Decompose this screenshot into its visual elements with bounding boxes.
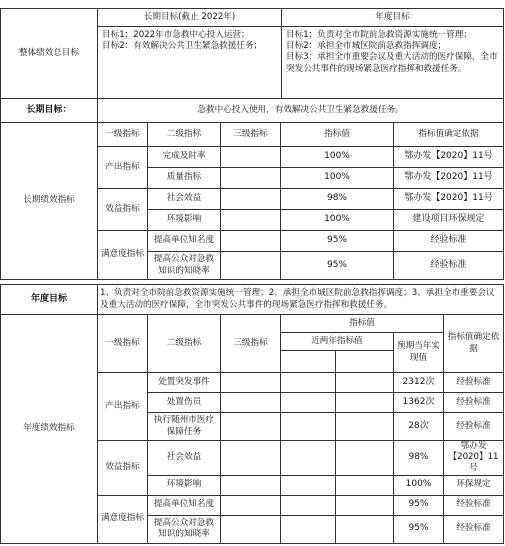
basis-cell: 经验标准 <box>444 495 504 515</box>
level2-cell: 处置突发事件 <box>148 373 221 393</box>
value-cell: 95% <box>281 252 394 280</box>
basis-cell: 鄂办发【2020】11号 <box>394 147 504 168</box>
level1-cell: 效益指标 <box>98 189 148 231</box>
annual-goal-item: 目标1：负责对全市院前急救资源实施统一管理； <box>286 30 472 40</box>
header-recent-two-years: 近两年指标值 <box>281 333 394 351</box>
level1-cell: 满意度指标 <box>98 231 148 280</box>
level2-cell: 完成及时率 <box>148 147 221 168</box>
expected-cell: 95% <box>394 515 444 543</box>
recent-year-cell <box>336 373 394 393</box>
annual-goal-header: 年度目标 <box>282 9 504 27</box>
blank-cell <box>336 351 394 373</box>
value-cell: 100% <box>281 210 394 231</box>
recent-year-cell <box>281 393 336 413</box>
value-cell: 100% <box>281 147 394 168</box>
level3-cell <box>221 475 281 495</box>
expected-cell: 2312次 <box>394 373 444 393</box>
level2-cell: 提高公众对急救知识的知晓率 <box>148 515 221 543</box>
level3-cell <box>221 393 281 413</box>
recent-year-cell <box>281 475 336 495</box>
level2-cell: 执行随州市医疗保障任务 <box>148 413 221 441</box>
basis-cell: 鄂办发【2020】11号 <box>444 441 504 476</box>
recent-year-cell <box>336 441 394 476</box>
value-cell: 100% <box>281 168 394 189</box>
level2-cell: 提高单位知名度 <box>148 495 221 515</box>
level1-cell: 效益指标 <box>98 441 148 496</box>
annual-goal-item: 目标2：承担全市城区院前急救指挥调度； <box>286 41 447 52</box>
basis-cell: 经验标准 <box>394 252 504 280</box>
recent-year-cell <box>336 475 394 495</box>
level1-cell: 满意度指标 <box>98 495 148 543</box>
header-l1: 一级指标 <box>98 315 148 373</box>
long-term-goal-list <box>98 27 282 99</box>
expected-cell: 95% <box>394 495 444 515</box>
basis-cell: 鄂办发【2020】11号 <box>394 189 504 210</box>
expected-cell: 98% <box>394 441 444 476</box>
header-value-group: 指标值 <box>281 315 444 333</box>
value-cell: 95% <box>281 231 394 252</box>
level3-cell <box>221 147 281 168</box>
long-term-indicators-label: 长期绩效指标 <box>1 123 98 280</box>
level2-cell: 提高单位知名度 <box>148 231 221 252</box>
expected-cell: 100% <box>394 475 444 495</box>
expected-cell: 1362次 <box>394 393 444 413</box>
basis-cell: 经验标准 <box>394 231 504 252</box>
header-l2: 二级指标 <box>148 315 221 373</box>
annual-indicators-table <box>0 284 504 544</box>
basis-cell: 环保规定 <box>444 475 504 495</box>
recent-year-cell <box>336 495 394 515</box>
recent-year-cell <box>281 373 336 393</box>
level2-cell: 处置伤员 <box>148 393 221 413</box>
level3-cell <box>221 168 281 189</box>
annual-goal-label: 年度目标 <box>1 285 98 315</box>
long-term-goal-item: 目标1：2022年市急救中心投入运营； <box>102 30 250 40</box>
level2-cell: 社会效益 <box>148 441 221 476</box>
annual-goal-text: 1、负责对全市院前急救资源实施统一管理；2、承担全市城区院前急救指挥调度；3、承担全市重要会议及重大活动的医疗保障，全市突发公共事件的现场紧急医疗指挥和救援任务。 <box>98 285 504 315</box>
level3-cell <box>221 413 281 441</box>
recent-year-cell <box>336 515 394 543</box>
long-term-goal-header: 长期目标(截止 2022年) <box>98 9 282 27</box>
header-basis: 指标值确定依据 <box>444 315 504 373</box>
header-l2: 二级指标 <box>148 123 221 147</box>
level3-cell <box>221 210 281 231</box>
overall-goals-table <box>0 8 504 99</box>
long-term-goal-text: 急救中心投入使用，有效解决公共卫生紧急救援任务。 <box>98 99 504 123</box>
basis-cell: 建设项目环保规定 <box>394 210 504 231</box>
level2-cell: 质量指标 <box>148 168 221 189</box>
recent-year-cell <box>281 495 336 515</box>
level2-cell: 环境影响 <box>148 210 221 231</box>
header-value: 指标值 <box>281 123 394 147</box>
level2-cell: 提高公众对急救知识的知晓率 <box>148 252 221 280</box>
level3-cell <box>221 515 281 543</box>
basis-cell: 经验标准 <box>444 515 504 543</box>
value-cell: 98% <box>281 189 394 210</box>
header-l3: 三级指标 <box>221 315 281 373</box>
basis-cell: 鄂办发【2020】11号 <box>394 168 504 189</box>
level3-cell <box>221 231 281 252</box>
level2-cell: 环境影响 <box>148 475 221 495</box>
long-term-goal-item: 目标2：有效解决公共卫生紧急救援任务； <box>102 41 263 52</box>
recent-year-cell <box>336 393 394 413</box>
annual-goal-list <box>282 27 504 99</box>
level1-cell: 产出指标 <box>98 373 148 441</box>
header-l3: 三级指标 <box>221 123 281 147</box>
level3-cell <box>221 252 281 280</box>
level3-cell <box>221 373 281 393</box>
expected-cell: 28次 <box>394 413 444 441</box>
recent-year-cell <box>281 515 336 543</box>
level1-cell: 产出指标 <box>98 147 148 189</box>
overall-goal-label: 整体绩效总目标 <box>1 9 98 99</box>
level2-cell: 社会效益 <box>148 189 221 210</box>
annual-indicators-label: 年度绩效指标 <box>1 315 98 544</box>
header-l1: 一级指标 <box>98 123 148 147</box>
level3-cell <box>221 495 281 515</box>
recent-year-cell <box>336 413 394 441</box>
level3-cell <box>221 189 281 210</box>
long-term-indicators-table <box>0 98 504 280</box>
basis-cell: 经验标准 <box>444 393 504 413</box>
header-expected: 预期当年实现值 <box>394 333 444 373</box>
basis-cell: 经验标准 <box>444 413 504 441</box>
basis-cell: 经验标准 <box>444 373 504 393</box>
recent-year-cell <box>281 413 336 441</box>
level3-cell <box>221 441 281 476</box>
recent-year-cell <box>281 441 336 476</box>
annual-goal-item: 目标3：承担全市重要会议及重大活动的医疗保障，全市突发公共事件的现场紧急医疗指挥和救援任务。 <box>286 52 498 74</box>
blank-cell <box>281 351 336 373</box>
header-basis: 指标值确定依据 <box>394 123 504 147</box>
long-term-goal-label: 长期目标： <box>1 99 98 123</box>
